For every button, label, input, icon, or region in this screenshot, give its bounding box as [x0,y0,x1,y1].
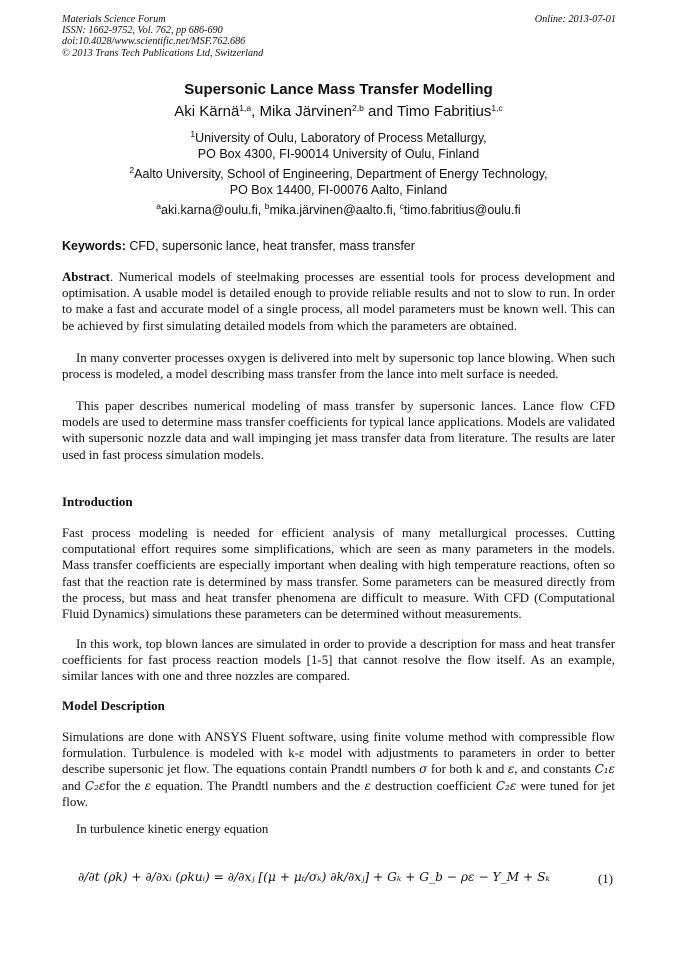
author-list [62,102,615,122]
author-affiliation-mark: 1,a [239,103,252,113]
keywords-text: CFD, supersonic lance, heat transfer, mass transfer [125,239,415,253]
author-name: Timo Fabritius [396,103,492,120]
keywords-label: Keywords: [62,239,126,253]
text-run: equation. The Prandtl numbers and the [151,778,365,793]
affiliation-2 [62,166,615,198]
abstract-paragraph-3: This paper describes numerical modeling of mass transfer by supersonic lances. Lance flow CFD models are used to determine mass transfer coefficients for typical lance applications. Models are validated with supersonic nozzle data and wall impinging jet mass transfer data from literature. The results are later used in fast process simulation models. [62,399,615,462]
text-run: Simulations are done with ANSYS Fluent software, using finite volume method with compressible flow formulation. Turbulence is modeled with k-ε model with adjustments to parameters in order to better describe supersonic jet flow. The equations contain Prandtl numbers [62,730,615,777]
affiliation-mark: 1 [190,129,196,139]
abstract-label: Abstract [62,270,110,284]
email-line [62,202,615,218]
math-epsilon: ε [507,762,515,777]
math-c1-epsilon: C₁ε [594,762,615,777]
model-description-heading: Model Description [62,698,165,713]
equation-1 [62,868,615,896]
equation-number: (1) [597,872,613,886]
affiliation-1 [62,130,615,162]
text-run: for both k and [427,762,508,777]
author-separator: and [363,103,397,120]
text-run: destruction coefficient [370,778,496,793]
introduction-paragraph-1: Fast process modeling is needed for efficient analysis of many metallurgical processes. Cutting computational effort requires some simplifications, which are seen as many parameters in the models. Mass transfer coefficients are especially important when dealing with high temperature reactions, often so fast that the reaction rate is determined by mass transfer. Some parameters can be measured directly from the process, but mass and heat transfer phenomena are difficult to measure. With CFD (Computational Fluid Dynamics) simulations these parameters can be determined without measurements. [62,526,615,622]
affiliation-mark: 2 [129,165,135,175]
copyright: © 2013 Trans Tech Publications Ltd, Switzerland [62,47,264,59]
model-description-paragraph-2: In turbulence kinetic energy equation [76,822,269,836]
math-c2-epsilon: C₂ε [495,778,517,793]
affiliation-line: University of Oulu, Laboratory of Process Metallurgy, [195,131,487,145]
doi: doi:10.4028/www.scientific.net/MSF.762.686 [62,36,246,48]
abstract-paragraph-2: In many converter processes oxygen is delivered into melt by supersonic top lance blowing. When such process is modeled, a model describing mass transfer from the lance into melt surface is needed. [62,351,615,382]
author-affiliation-mark: 1,c [491,103,503,113]
journal-name: Materials Science Forum [62,14,166,25]
text-run: were tuned for jet flow. [62,778,615,809]
email-mark: b [264,201,270,211]
math-c2-epsilon: C₂ε [84,778,106,793]
abstract-paragraph-1 [62,269,615,334]
math-sigma: σ [419,762,428,777]
email-mark: a [156,201,161,211]
math-epsilon: ε [364,778,371,793]
text-run: for the [105,778,145,793]
email-address: aki.karna@oulu.fi, [161,203,265,217]
equation-body: ∂/∂t (ρk) + ∂/∂xᵢ (ρkuᵢ) = ∂/∂xⱼ [(μ + μₜ/σₖ) ∂k/∂xⱼ] + Gₖ + G_b − ρε − Y_M + Sₖ [78,870,550,884]
abstract-text: . Numerical models of steelmaking processes are essential tools for process development and optimisation. A usable model is detailed enough to provide reliable results and not to slow to run. In order to make a fast and accurate model of a single process, all model parameters must be known well. This can be achieved by first simulating detailed models from which the parameters are obtained. [62,270,615,333]
introduction-paragraph-2: In this work, top blown lances are simulated in order to provide a description for mass and heat transfer coefficients for fast process reaction models [1-5] that cannot resolve the flow itself. As an example, similar lances with one and three nozzles are compared. [62,637,615,684]
affiliation-line: PO Box 4300, FI-90014 University of Oulu, Finland [197,147,480,161]
author-name: Mika Järvinen [259,103,353,120]
text-run: , and constants [514,762,595,777]
author-name: Aki Kärnä [174,103,240,120]
online-date: Online: 2013-07-01 [534,14,616,25]
model-description-paragraph-1 [62,729,615,810]
paper-title: Supersonic Lance Mass Transfer Modelling [184,81,493,98]
issn: ISSN: 1662-9752, Vol. 762, pp 686-690 [62,25,223,37]
affiliation-line: PO Box 14400, FI-00076 Aalto, Finland [229,183,448,197]
math-epsilon: ε [144,778,152,793]
affiliation-line: Aalto University, School of Engineering, Department of Energy Technology, [134,167,548,181]
author-affiliation-mark: 2,b [352,103,364,113]
keywords [62,238,615,254]
email-address: mika.järvinen@aalto.fi, [269,203,400,217]
email-mark: c [399,201,404,211]
introduction-heading: Introduction [62,494,133,509]
text-run: and [62,778,85,793]
email-address: timo.fabritius@oulu.fi [403,203,521,217]
journal-header [62,14,263,59]
author-separator: , [251,103,260,120]
